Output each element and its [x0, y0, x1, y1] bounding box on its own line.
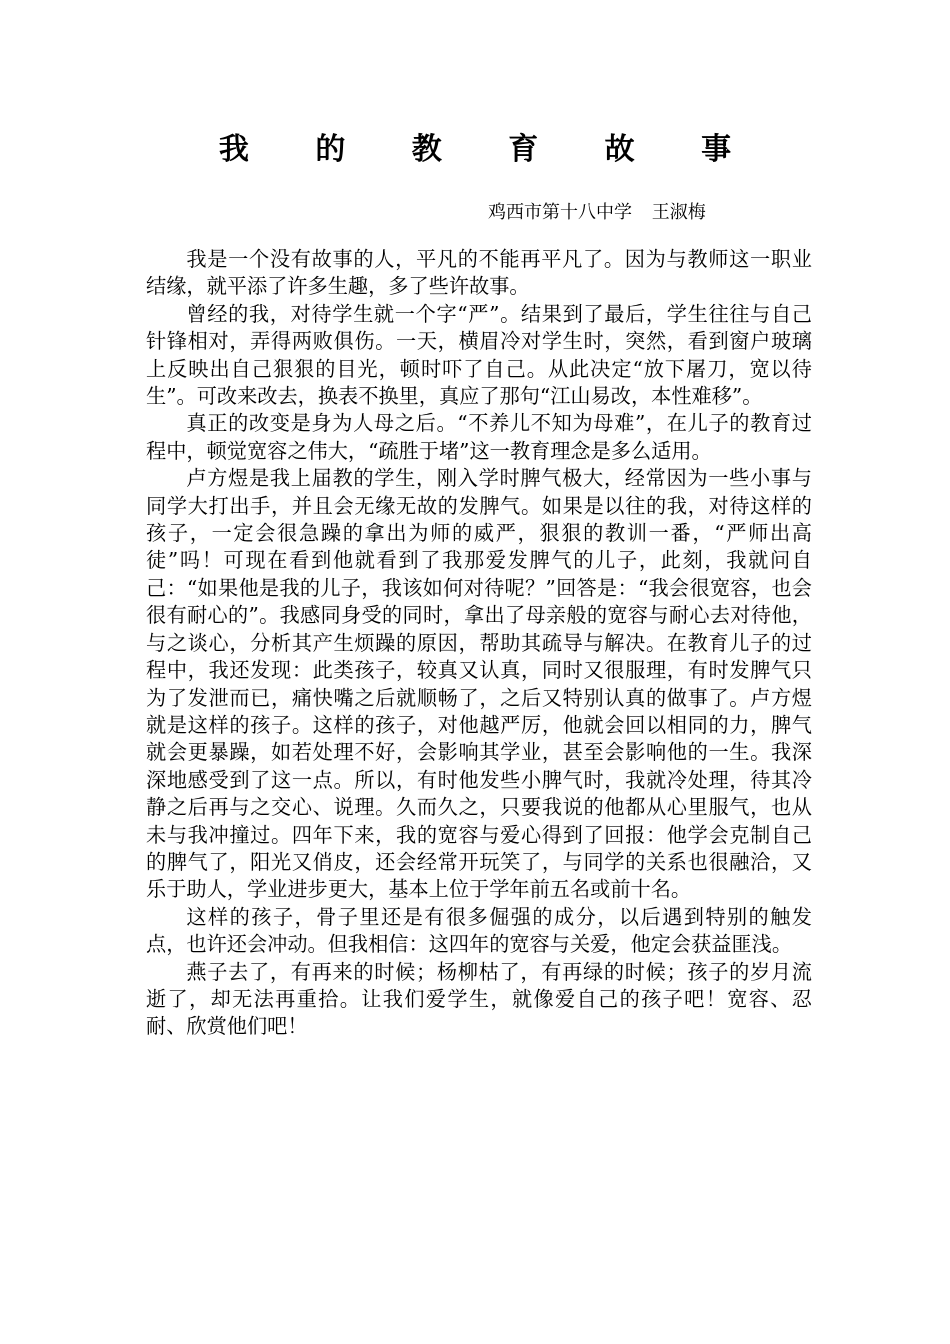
document-body — [146, 246, 812, 1041]
document-title: 我 的 教 育 故 事 — [218, 132, 760, 167]
author-name: 王淑梅 — [651, 202, 706, 223]
author-byline — [488, 200, 706, 226]
paragraph: 曾经的我，对待学生就一个字“严”。结果到了最后，学生往往与自己针锋相对，弄得两败俱伤。一天，横眉冷对学生时，突然，看到窗户玻璃上反映出自己狠狠的目光，顿时吓了自己。从此决定“放下屠刀，宽以待生”。可改来改去，换表不换里，真应了那句“江山易改，本性难移”。 — [146, 301, 812, 409]
paragraph: 真正的改变是身为人母之后。“不养儿不知为母难”，在儿子的教育过程中，顿觉宽容之伟大，“疏胜于堵”这一教育理念是多么适用。 — [146, 411, 812, 463]
paragraph: 这样的孩子，骨子里还是有很多倔强的成分，以后遇到特别的触发点，也许还会冲动。但我相信：这四年的宽容与关爱，他定会获益匪浅。 — [146, 904, 812, 957]
paragraph: 我是一个没有故事的人，平凡的不能再平凡了。因为与教师这一职业结缘，就平添了许多生趣，多了些许故事。 — [146, 247, 812, 299]
author-school: 鸡西市第十八中学 — [488, 202, 632, 223]
paragraph: 燕子去了，有再来的时候；杨柳枯了，有再绿的时候；孩子的岁月流逝了，却无法再重拾。让我们爱学生，就像爱自己的孩子吧！宽容、忍耐、欣赏他们吧！ — [146, 959, 812, 1039]
paragraph: 卢方煜是我上届教的学生，刚入学时脾气极大，经常因为一些小事与同学大打出手，并且会无缘无故的发脾气。如果是以往的我，对待这样的孩子，一定会很急躁的拿出为师的威严，狠狠的教训一番，“严师出高徒”吗！可现在看到他就看到了我那爱发脾气的儿子，此刻，我就问自己：“如果他是我的儿子，我该如何对待呢？”回答是：“我会很宽容，也会很有耐心的”。我感同身受的同时，拿出了母亲般的宽容与耐心去对待他，与之谈心，分析其产生烦躁的原因，帮助其疏导与解决。在教育儿子的过程中，我还发现：此类孩子，较真又认真，同时又很服理，有时发脾气只为了发泄而已，痛快嘴之后就顺畅了，之后又特别认真的做事了。卢方煜就是这样的孩子。这样的孩子，对他越严厉，他就会回以相同的力，脾气就会更暴躁，如若处理不好，会影响其学业，甚至会影响他的一生。我深深地感受到了这一点。所以，有时他发些小脾气时，我就冷处理，待其冷静之后再与之交心、说理。久而久之，只要我说的他都从心里服气，也从未与我冲撞过。四年下来，我的宽容与爱心得到了回报：他学会克制自己的脾气了，阳光又俏皮，还会经常开玩笑了，与同学的关系也很融洽，又乐于助人，学业进步更大，基本上位于学年前五名或前十名。 — [146, 466, 812, 902]
